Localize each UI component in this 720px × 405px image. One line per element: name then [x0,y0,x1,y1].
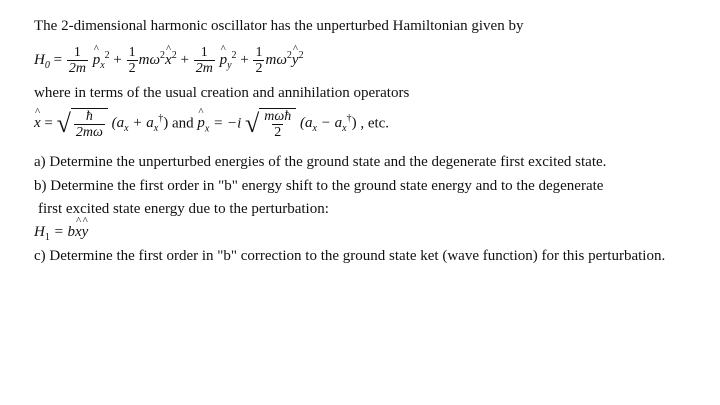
part-b-text-line2: first excited state energy due to the perturbation: [38,201,329,217]
h0-symbol: $H_0$ [34,51,50,71]
sqrt-hbar-over-2mw: √ $\frac{ħ}{2m\omega}$ [57,108,108,140]
px-operator: ^ p [93,52,101,69]
x-operator: ^ x [165,52,172,69]
part-b-text-line1: b) Determine the first order in "b" energy shift to the ground state energy and to the degenerate [34,178,604,194]
perturbation-hamiltonian: $H_1$ = b^ x^ y [34,224,88,243]
fraction-1-over-2m: $\frac{1}{2m}$ [68,45,86,76]
y-hat-perturbation: ^ y [82,224,89,241]
part-a-text: a) Determine the unperturbed energies of the ground state and the degenerate first excited state. [34,154,607,170]
py-operator: ^ p [220,52,228,69]
fraction-1-over-2-second: $\frac{1}{2}$ [255,45,263,76]
operator-definitions: ^ x = √ $\frac{ħ}{2m\omega}$ $(a_x + a_x^\dagger)$ and ^ $p_x = -i$ √ $\frac{\text{mωħ}}{2}$ $(a_x - a_x^\dagger)$ , etc. [34,108,389,140]
fraction-1-over-2m-second: $\frac{1}{2m}$ [195,45,213,76]
sqrt-mwhbar-over-2: √ $\frac{\text{mωħ}}{2}$ [245,108,296,140]
x-hat-symbol: ^ x [34,115,41,132]
part-c-text: c) Determine the first order in "b" correction to the ground state ket (wave function) for this perturbation. [34,248,666,264]
intro-text: The 2-dimensional harmonic oscillator has the unperturbed Hamiltonian given by [34,18,524,34]
fraction-1-over-2: $\frac{1}{2}$ [128,45,136,76]
where-text: where in terms of the usual creation and annihilation operators [34,85,410,101]
creation-sum: $(a_x + a_x^\dagger)$ [111,113,169,135]
x-hat-perturbation: ^ x [75,224,82,241]
unperturbed-hamiltonian: $H_0$ = $\frac{1}{2m}$ ^ $p_x^2$ + $\frac{1}{2}$ $m\omega^2\^{}$ $x^2$ + $\frac{1}{2m}$ ^ $p_y^2$ + $\frac{1}{2}$ $m\omega^2\^{}$ $y^2$ [34,45,304,76]
annihilation-difference: $(a_x - a_x^\dagger)$ [300,113,357,135]
p-hat-symbol: ^ p [197,115,205,132]
y-operator: ^ y [292,52,299,69]
